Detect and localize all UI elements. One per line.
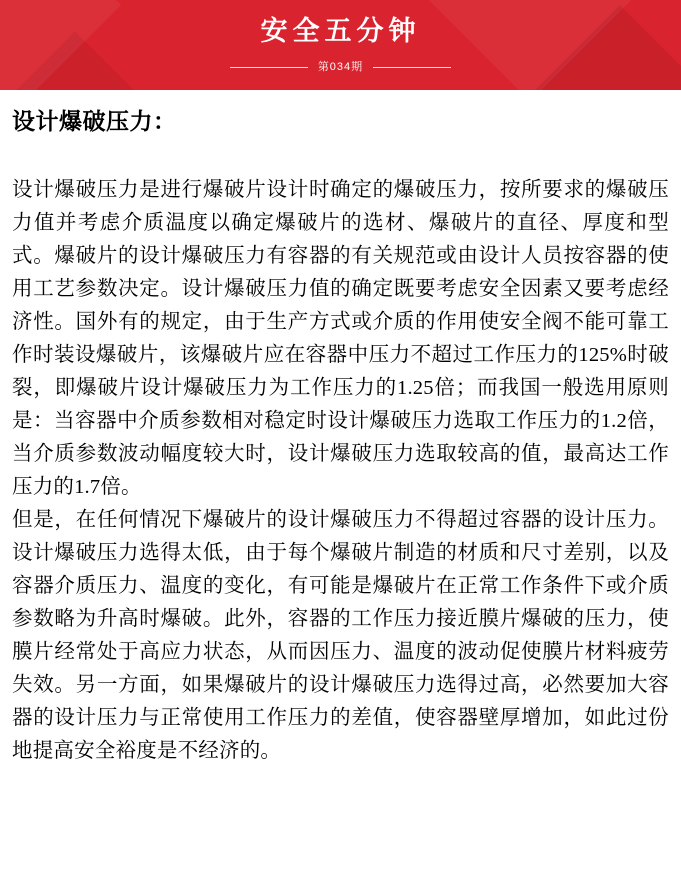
banner-title: 安全五分钟: [260, 16, 421, 46]
document-body: [0, 90, 681, 768]
body-paragraph-1: 设计爆破压力是进行爆破片设计时确定的爆破压力，按所要求的爆破压力值并考虑介质温度以确定爆破片的选材、爆破片的直径、厚度和型式。爆破片的设计爆破压力有容器的有关规范或由设计人员按容器的使用工艺参数决定。设计爆破压力值的确定既要考虑安全因素又要考虑经济性。国外有的规定，由于生产方式或介质的作用使安全阀不能可靠工作时装设爆破片，该爆破片应在容器中压力不超过工作压力的125%时破裂，即爆破片设计爆破压力为工作压力的1.25倍；而我国一般选用原则是：当容器中介质参数相对稳定时设计爆破压力选取工作压力的1.2倍，当介质参数波动幅度较大时，设计爆破压力选取较高的值，最高达工作压力的1.7倍。: [12, 179, 669, 498]
header-banner: [0, 0, 681, 90]
banner-rule-right: [373, 67, 451, 68]
heading-spacer: [12, 144, 669, 174]
page-title: 设计爆破压力：: [12, 108, 177, 134]
banner-subtitle-row: [0, 60, 681, 74]
body-paragraph-2: 但是，在任何情况下爆破片的设计爆破压力不得超过容器的设计压力。设计爆破压力选得太低，由于每个爆破片制造的材质和尺寸差别，以及容器介质压力、温度的变化，有可能是爆破片在正常工作条件下或介质参数略为升高时爆破。此外，容器的工作压力接近膜片爆破的压力，使膜片经常处于高应力状态，从而因压力、温度的波动促使膜片材料疲劳失效。另一方面，如果爆破片的设计爆破压力选得过高，必然要加大容器的设计压力与正常使用工作压力的差值，使容器壁厚增加，如此过份地提高安全裕度是不经济的。: [12, 509, 669, 762]
banner-rule-left: [230, 67, 308, 68]
banner-issue-number: 第034期: [317, 61, 364, 73]
